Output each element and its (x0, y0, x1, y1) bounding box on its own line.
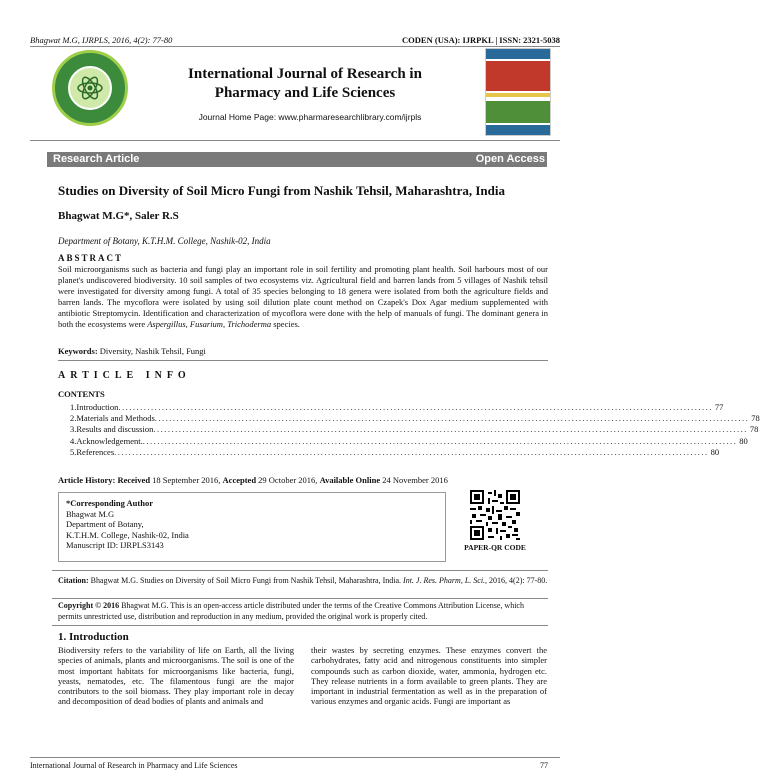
abstract-text: Soil microorganisms such as bacteria and fungi play an important role in soil fertility and promoting plant health. Soil harbours most of our planet's undiscovered biodiversity. 10 soil samples of two ecosystems viz. Agricultural field and barren lands from 5 villages of Nashik tehsil were investigated for diversity among fungi. A total of 35 species belonging to 18 genera were isolated from both the agriculture fields and barren lands. The mycoflora were isolated by using soil dilution plate count method on Czapek's Dox Agar medium supplemented with antibiotic Streptomycin. Identification and characterization of mycoflora were done with the help of manuals of fungi. The dominant genera in both the ecosystems were (58, 264, 548, 329)
toc-item[interactable] (70, 435, 748, 447)
abstract-body (58, 264, 548, 330)
toc-number: 5. (70, 446, 77, 457)
article-history (58, 475, 448, 485)
toc-page: 78 (751, 413, 760, 424)
abstract-genera: Aspergillus, Fusarium, Trichoderma (147, 319, 272, 329)
abstract-heading: ABSTRACT (58, 253, 124, 263)
toc-page: 78 (749, 424, 759, 435)
journal-title (140, 65, 470, 103)
toc-number: 2. (70, 413, 77, 424)
running-header-citation: Bhagwat M.G, IJRPLS, 2016, 4(2): 77-80 (30, 35, 173, 45)
toc-leader: .................................................................................................................................................................... (118, 402, 713, 412)
toc-leader: .................................................................................................................................................................... (153, 424, 748, 435)
corresponding-name: Bhagwat M.G (66, 508, 115, 519)
history-accepted-label: Accepted (222, 475, 257, 485)
journal-logo-icon (52, 50, 128, 126)
history-online-label: Available Online (319, 475, 381, 485)
history-received-date: 18 September 2016, (150, 475, 223, 485)
history-online-date: 24 November 2016 (380, 475, 448, 485)
section-rule (58, 360, 548, 361)
corresponding-dept: Department of Botany, (66, 519, 144, 529)
article-info-heading: ARTICLE INFO (58, 370, 191, 381)
journal-title-line1: International Journal of Research in (188, 66, 422, 82)
footer-rule (30, 757, 560, 758)
toc-item[interactable] (70, 446, 720, 458)
keywords (58, 346, 206, 356)
toc-number: 1. (70, 402, 77, 412)
abstract-text-end: species. (271, 319, 300, 329)
author-affiliation: Department of Botany, K.T.H.M. College, Nashik-02, India (58, 236, 271, 246)
toc-title: Introduction (76, 402, 119, 412)
citation-rule (52, 570, 548, 571)
copyright-rule (52, 598, 548, 599)
toc-title: Acknowledgement. (76, 435, 143, 446)
toc-item[interactable] (70, 402, 724, 413)
qr-code-icon[interactable] (470, 490, 520, 540)
toc-number: 3. (70, 424, 77, 435)
toc-page: 80 (710, 446, 720, 457)
intro-rule (52, 625, 548, 626)
article-authors: Bhagwat M.G*, Saler R.S (58, 210, 179, 222)
copyright (58, 601, 548, 622)
citation-journal: Int. J. Res. Pharm, L. Sci. (403, 576, 486, 585)
copyright-text: Bhagwat M.G. This is an open-access article distributed under the terms of the Creative Commons Attribution License, which permits unrestricted use, distribution and reproduction in any medium, provided the original work is properly cited. (58, 601, 524, 621)
toc-title: Results and discussion (76, 424, 154, 435)
keywords-label: Keywords: (58, 346, 98, 356)
corresponding-author-text (66, 498, 189, 551)
history-received-label: Article History: Received (58, 475, 151, 485)
keywords-text: Diversity, Nashik Tehsil, Fungi (97, 346, 206, 356)
qr-code-label: PAPER-QR CODE (464, 543, 526, 552)
article-type-label: Research Article (53, 153, 140, 165)
toc-page: 77 (714, 402, 724, 412)
toc-item[interactable] (70, 413, 760, 424)
introduction-column-2: their wastes by secreting enzymes. These enzymes convert the carbohydrates, fatty acid and nitrogenous constituents into simpler compounds such as carbon dioxide, water, ammonia, hydrogen etc. They release nutrients in a form available to green plants. They are important in industrial fermentation as well as in the preparation of various enzymes and organic acids. Fungi are important as (311, 645, 547, 707)
introduction-column-1: Biodiversity refers to the variability of life on Earth, all the living species of animals, plants and microorganisms. The soil is one of the most important habitats for microorganisms like bacteria, fungi, yeasts, nematodes, etc. The filamentous fungi are the major contributors to the soil biomass. They play important role in decay and decomposition of dead bodies of plants and animals and (58, 645, 294, 707)
header-rule (30, 46, 560, 47)
toc-title: Materials and Methods (76, 413, 155, 424)
citation-tail: , 2016, 4(2): 77-80. (485, 576, 548, 585)
citation (58, 576, 548, 587)
citation-text: Bhagwat M.G. Studies on Diversity of Soil Micro Fungi from Nashik Tehsil, Maharashtra, India. (88, 576, 404, 585)
manuscript-id: Manuscript ID: IJRPLS3143 (66, 540, 164, 550)
running-header-coden: CODEN (USA): IJRPKL | ISSN: 2321-5038 (402, 35, 560, 45)
toc-leader: .................................................................................................................................................................... (114, 446, 709, 457)
corresponding-college: K.T.H.M. College, Nashik-02, India (66, 529, 189, 540)
footer-page-number: 77 (540, 761, 548, 770)
header-rule-bottom (30, 140, 560, 141)
article-type-banner (47, 152, 547, 167)
citation-label: Citation: (58, 576, 89, 585)
toc-number: 4. (70, 435, 77, 446)
copyright-label: Copyright © 2016 (58, 601, 120, 610)
journal-homepage[interactable]: Journal Home Page: www.pharmaresearchlibrary.com/ijrpls (198, 112, 422, 122)
article-title: Studies on Diversity of Soil Micro Fungi from Nashik Tehsil, Maharashtra, India (58, 183, 505, 198)
contents-heading: CONTENTS (58, 389, 105, 399)
footer-journal: International Journal of Research in Pharmacy and Life Sciences (30, 761, 238, 770)
table-of-contents (70, 402, 760, 458)
introduction-heading: 1. Introduction (58, 631, 129, 643)
open-access-label: Open Access (475, 153, 545, 165)
toc-page: 80 (739, 435, 748, 446)
toc-item[interactable] (70, 424, 759, 435)
toc-title: References (76, 446, 115, 457)
corresponding-heading: *Corresponding Author (66, 498, 153, 508)
journal-title-line2: Pharmacy and Life Sciences (214, 85, 396, 101)
toc-leader: .................................................................................................................................................................... (142, 435, 738, 446)
toc-leader: .................................................................................................................................................................... (154, 413, 750, 424)
history-accepted-date: 29 October 2016, (256, 475, 320, 485)
journal-cover-image (485, 48, 551, 136)
